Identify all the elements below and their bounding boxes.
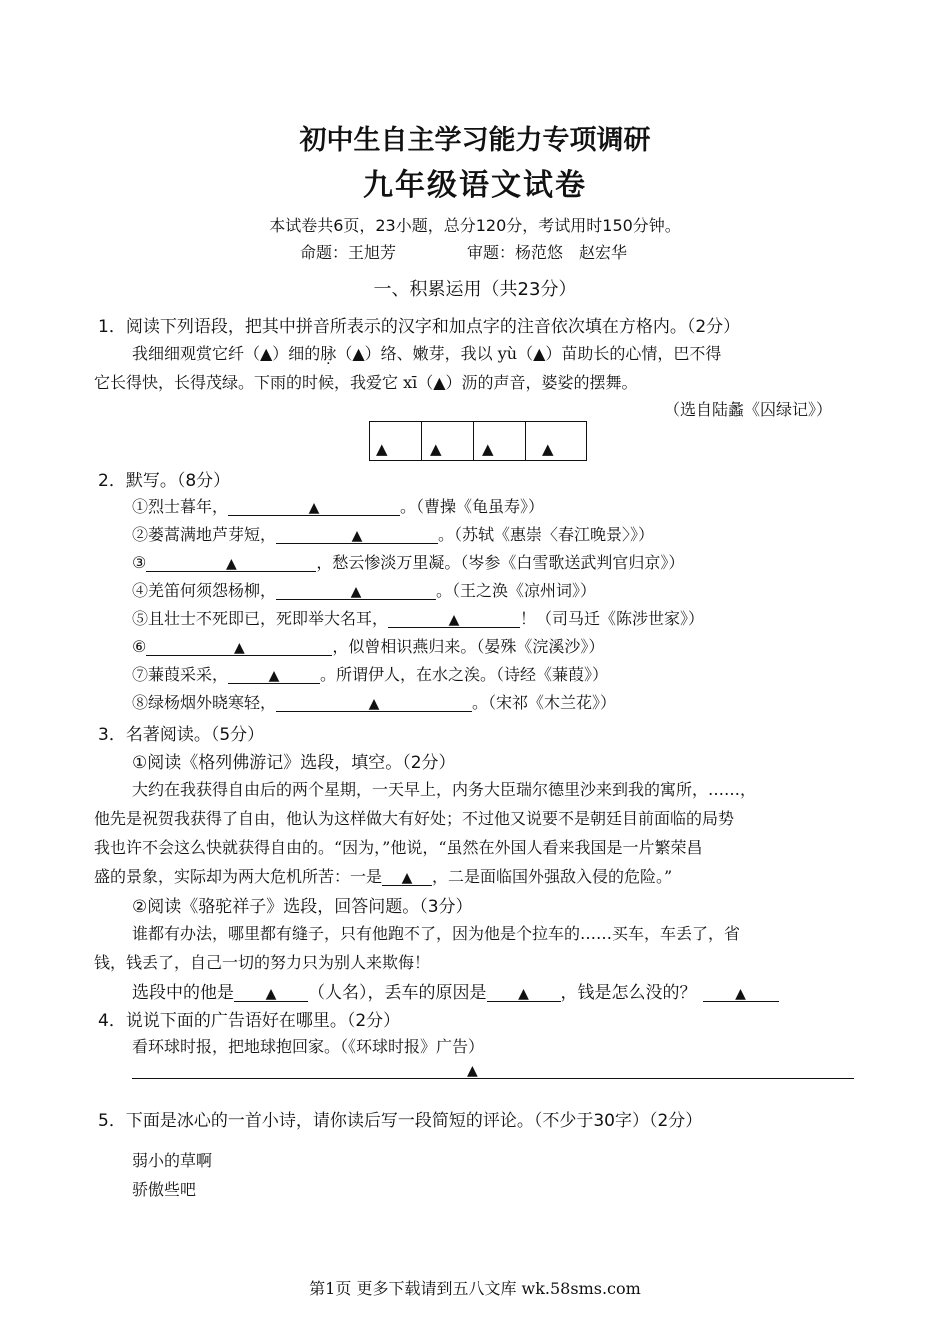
section-heading: 一、积累运用（共23分） <box>373 279 577 300</box>
q3-passage2-line2: 钱，钱丢了，自己一切的努力只为别人来欺侮！ <box>94 953 431 972</box>
q2-item-2: ②蒌蒿满地芦芽短， ▲ 。（苏轼《惠崇〈春江晚景〉》） <box>132 525 655 544</box>
q4-ad: 看环球时报，把地球抱回家。（《环球时报》广告） <box>132 1037 485 1056</box>
q3-blank-crisis[interactable]: ▲ <box>382 867 432 886</box>
q3-sub1: ①阅读《格列佛游记》选段，填空。（2分） <box>132 753 456 773</box>
q1-passage-line2: 它长得快，长得茂绿。下雨的时候，我爱它 xī（▲）沥的声音，婆娑的摆舞。 <box>94 373 638 392</box>
q5-poem-line1: 弱小的草啊 <box>132 1151 213 1170</box>
q1-line1-part-a: 我细细观赏它纤（▲）细的 <box>132 344 321 363</box>
q4-answer-marker: ▲ <box>467 1063 478 1079</box>
answer-box-1[interactable] <box>369 421 422 461</box>
authors-reviewer: 审题：杨范悠 赵宏华 <box>467 243 628 262</box>
exam-subtitle: 九年级语文试卷 <box>363 168 587 203</box>
q2-item-7: ⑦蒹葭采采， ▲ 。所谓伊人，在水之涘。（诗经《蒹葭》） <box>132 665 609 684</box>
q5-poem-line2: 骄傲些吧 <box>132 1180 197 1199</box>
answer-marker-4: ▲ <box>542 440 554 458</box>
q3-passage1-line4: 盛的景象，实际却为两大危机所苦：一是 ▲ ，二是面临国外强敌入侵的危险。” <box>94 867 673 886</box>
q3-question: 选段中的他是 ▲ （人名），丢车的原因是 ▲ ，钱是怎么没的？ ▲ <box>132 978 779 1003</box>
q3-blank-reason[interactable]: ▲ <box>487 983 561 1002</box>
q2-item-8: ⑧绿杨烟外晓寒轻， ▲ 。（宋祁《木兰花》） <box>132 693 617 712</box>
answer-box-2[interactable] <box>421 421 474 461</box>
q2-blank-8[interactable]: ▲ <box>276 693 472 712</box>
q3-passage2-line1: 谁都有办法，哪里都有缝子，只有他跑不了，因为他是个拉车的……买车，车丢了，省 <box>132 924 741 943</box>
q2-item-4: ④羌笛何须怨杨柳， ▲ 。（王之涣《凉州词》） <box>132 581 597 600</box>
q3-blank-name[interactable]: ▲ <box>234 983 308 1002</box>
q2-blank-1[interactable]: ▲ <box>228 497 400 516</box>
q2-blank-2[interactable]: ▲ <box>276 525 438 544</box>
exam-title: 初中生自主学习能力专项调研 <box>299 125 651 156</box>
q1-dotted-char: 脉 <box>320 344 337 363</box>
q2-item-5: ⑤且壮士不死即已，死即举大名耳， ▲ ！（司马迁《陈涉世家》） <box>132 609 705 628</box>
answer-marker-1: ▲ <box>376 440 388 458</box>
q2-blank-5[interactable]: ▲ <box>388 609 520 628</box>
q3-stem: 3．名著阅读。（5分） <box>98 725 265 745</box>
answer-marker-3: ▲ <box>482 440 494 458</box>
q2-stem: 2．默写。（8分） <box>98 471 231 491</box>
q2-item-1: ①烈士暮年， ▲ 。（曹操《龟虽寿》） <box>132 497 545 516</box>
exam-info: 本试卷共6页，23小题，总分120分，考试用时150分钟。 <box>269 216 681 235</box>
q2-blank-6[interactable]: ▲ <box>146 637 332 656</box>
authors-setter: 命题：王旭芳 <box>300 243 397 262</box>
q5-stem: 5．下面是冰心的一首小诗，请你读后写一段简短的评论。（不少于30字）（2分） <box>98 1111 703 1131</box>
q3-sub2: ②阅读《骆驼祥子》选段，回答问题。（3分） <box>132 897 473 917</box>
answer-box-4[interactable] <box>525 421 587 461</box>
q2-item-3: ③ ▲ ，愁云惨淡万里凝。（岑参《白雪歌送武判官归京》） <box>132 553 685 572</box>
q1-stem: 1．阅读下列语段，把其中拼音所表示的汉字和加点字的注音依次填在方格内。（2分） <box>98 317 741 337</box>
q1-passage-line1 <box>132 341 721 364</box>
q2-blank-3[interactable]: ▲ <box>146 553 316 572</box>
q1-line1-part-b: （▲）络、嫩芽，我以 yù（▲）苗助长的心情，巴不得 <box>336 344 722 363</box>
answer-marker-2: ▲ <box>430 440 442 458</box>
q2-blank-7[interactable]: ▲ <box>228 665 320 684</box>
q2-blank-4[interactable]: ▲ <box>276 581 436 600</box>
q3-passage1-line2: 他先是祝贺我获得了自由，他认为这样做大有好处；不过他又说要不是朝廷目前面临的局势 <box>94 809 735 828</box>
answer-box-3[interactable] <box>473 421 526 461</box>
q3-passage1-line1: 大约在我获得自由后的两个星期，一天早上，内务大臣瑞尔德里沙来到我的寓所，……， <box>132 780 757 799</box>
q3-passage1-line3: 我也许不会这么快就获得自由的。“因为，”他说，“虽然在外国人看来我国是一片繁荣昌 <box>94 838 703 857</box>
page-footer: 第1页 更多下载请到五八文库 wk.58sms.com <box>309 1279 641 1298</box>
q1-source: （选自陆蠡《囚绿记》） <box>664 400 833 419</box>
q3-blank-money[interactable]: ▲ <box>703 983 779 1002</box>
q4-answer-line[interactable] <box>132 1078 854 1079</box>
q2-item-6: ⑥ ▲ ，似曾相识燕归来。（晏殊《浣溪沙》） <box>132 637 605 656</box>
q4-stem: 4．说说下面的广告语好在哪里。（2分） <box>98 1011 401 1031</box>
